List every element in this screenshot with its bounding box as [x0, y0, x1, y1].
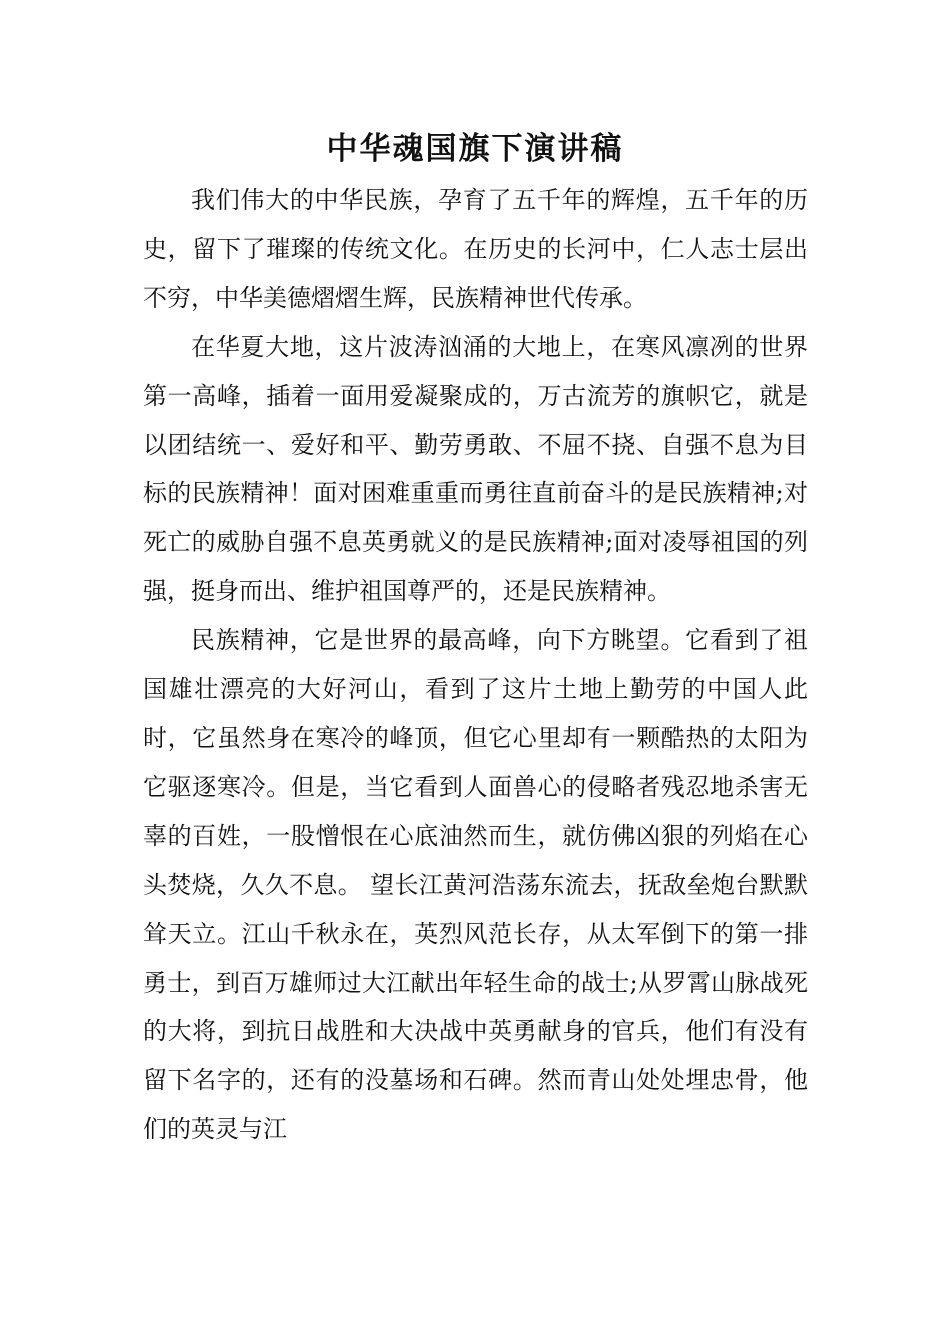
- paragraph-3: 民族精神，它是世界的最高峰，向下方眺望。它看到了祖国雄壮漂亮的大好河山，看到了这片土地上勤劳的中国人此时，它虽然身在寒冷的峰顶，但它心里却有一颗酷热的太阳为它驱逐寒冷。但是，当它看到人面兽心的侵略者残忍地杀害无辜的百姓，一股憎恨在心底油然而生，就仿佛凶狠的列焰在心头焚烧，久久不息。 望长江黄河浩荡东流去，抚敌垒炮台默默耸天立。江山千秋永在，英烈风范长存，从太军倒下的第一排勇士，到百万雄师过大江献出年轻生命的战士;从罗霄山脉战死的大将，到抗日战胜和大决战中英勇献身的官兵，他们有没有留下名字的，还有的没墓场和石碑。然而青山处处埋忠骨，他们的英灵与江: [143, 626, 808, 1144]
- document-body: [143, 176, 808, 1154]
- paragraph-2: 在华夏大地，这片波涛汹涌的大地上，在寒风凛冽的世界第一高峰，插着一面用爱凝聚成的，万古流芳的旗帜它，就是以团结统一、爱好和平、勤劳勇敢、不屈不挠、自强不息为目标的民族精神！面对困难重重而勇往直前奋斗的是民族精神;对死亡的威胁自强不息英勇就义的是民族精神;面对凌辱祖国的列强，挺身而出、维护祖国尊严的，还是民族精神。: [143, 332, 808, 606]
- document-title: 中华魂国旗下演讲稿: [326, 131, 624, 167]
- paragraph-1: 我们伟大的中华民族，孕育了五千年的辉煌，五千年的历史，留下了璀璨的传统文化。在历史的长河中，仁人志士层出不穷，中华美德熠熠生辉，民族精神世代传承。: [143, 186, 808, 312]
